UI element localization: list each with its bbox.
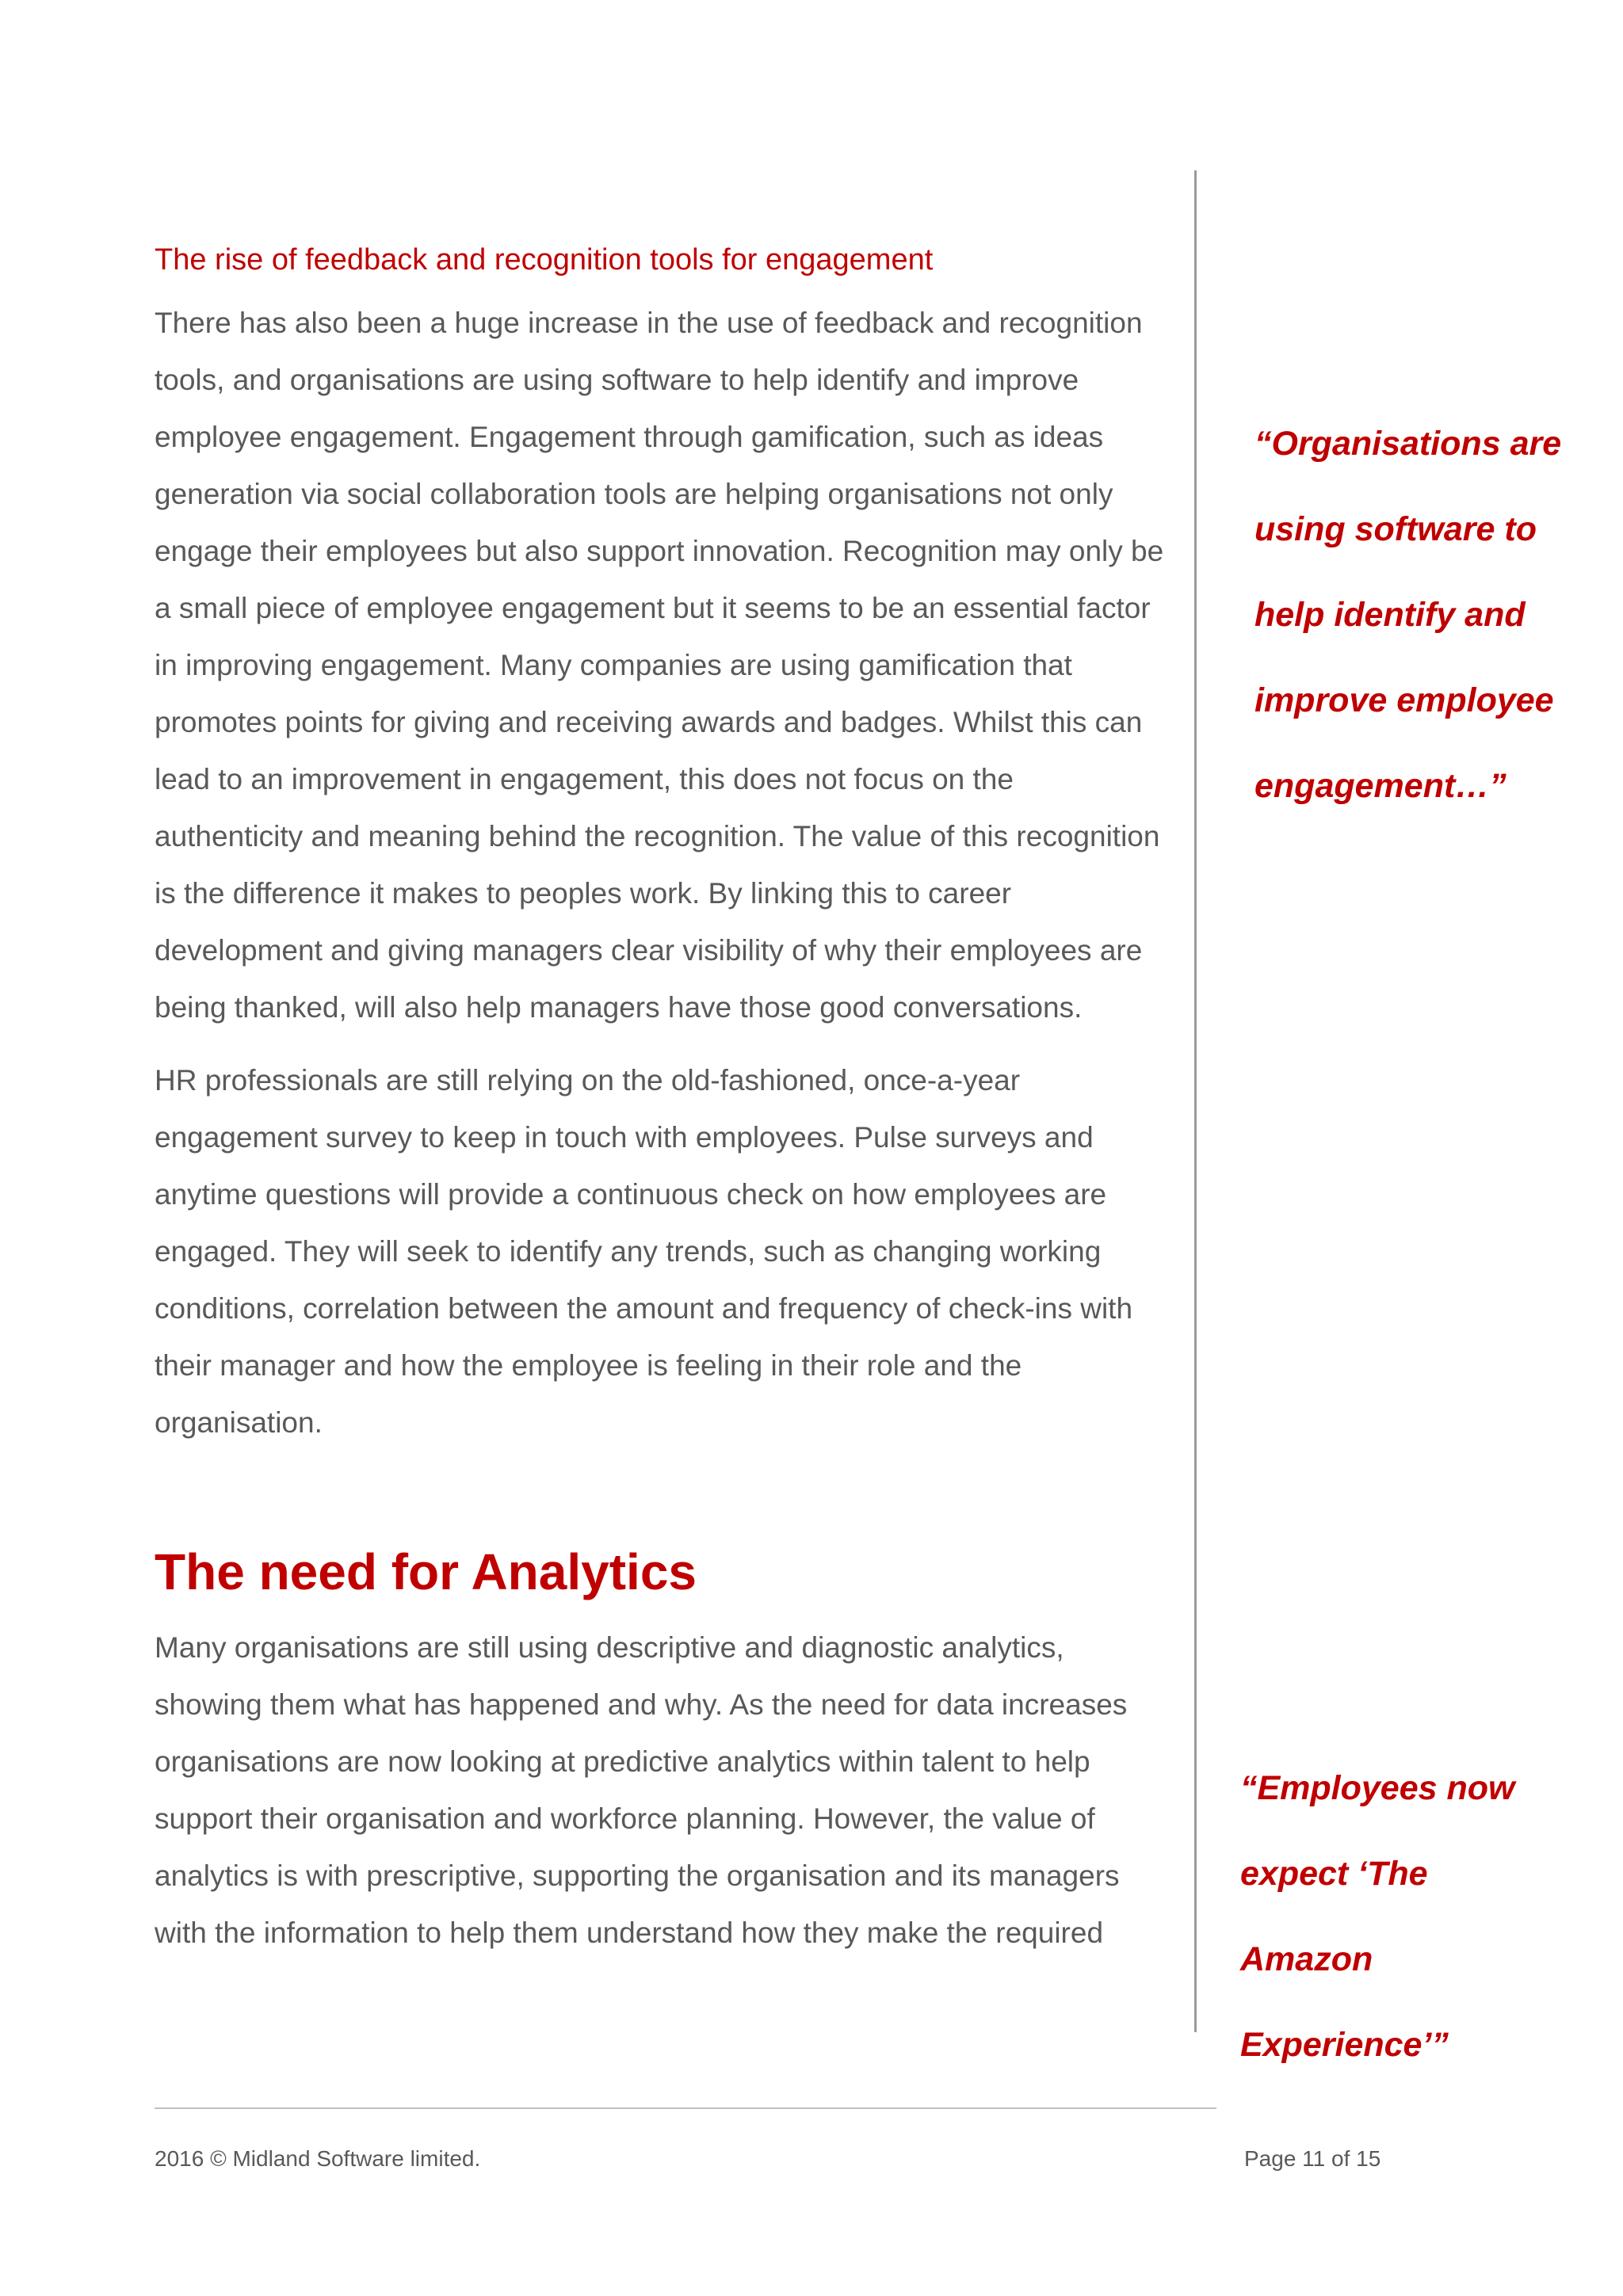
main-column xyxy=(155,238,1165,1978)
footer-page-number: Page 11 of 15 xyxy=(1244,2146,1381,2171)
pull-quote: “Organisations are using software to help identify and improve employee engagement…” xyxy=(1254,425,1562,805)
body-paragraph: Many organisations are still using descriptive and diagnostic analytics, showing them what has happened and why. As the need for data increases organisations are now looking at predictive analytics within talent to help support their organisation and workforce planning. However, the value of analytics is with prescriptive, supporting the organisation and its managers with the information to help them understand how they make the required xyxy=(155,1631,1128,1949)
section-subheading: The rise of feedback and recognition tools for engagement xyxy=(155,243,934,277)
footer-copyright: 2016 © Midland Software limited. xyxy=(155,2146,481,2171)
body-paragraph: HR professionals are still relying on the old-fashioned, once-a-year engagement survey to keep in touch with employees. Pulse surveys and anytime questions will provide a continuous check on how employees are engaged. They will seek to identify any trends, such as changing working conditions, correlation between the amount and frequency of check-ins with their manager and how the employee is feeling in their role and the organisation. xyxy=(155,1064,1133,1439)
footer-divider xyxy=(155,2107,1216,2109)
body-paragraph: There has also been a huge increase in the use of feedback and recognition tools, and organisations are using software to help identify and improve employee engagement. Engagement through gamification, such as ideas generation via social collaboration tools are helping organisations not only engage their employees but also support innovation. Recognition may only be a small piece of employee engagement but it seems to be an essential factor in improving engagement. Many companies are using gamification that promotes points for giving and receiving awards and badges. Whilst this can lead to an improvement in engagement, this does not focus on the authenticity and meaning behind the recognition. The value of this recognition is the difference it makes to peoples work. By linking this to career development and giving managers clear visibility of why their employees are being thanked, will also help managers have those good conversations. xyxy=(155,307,1164,1024)
section-heading: The need for Analytics xyxy=(155,1543,697,1600)
pull-quote: “Employees now expect ‘The Amazon Experience’” xyxy=(1240,1769,1515,2064)
column-divider xyxy=(1194,170,1197,2032)
